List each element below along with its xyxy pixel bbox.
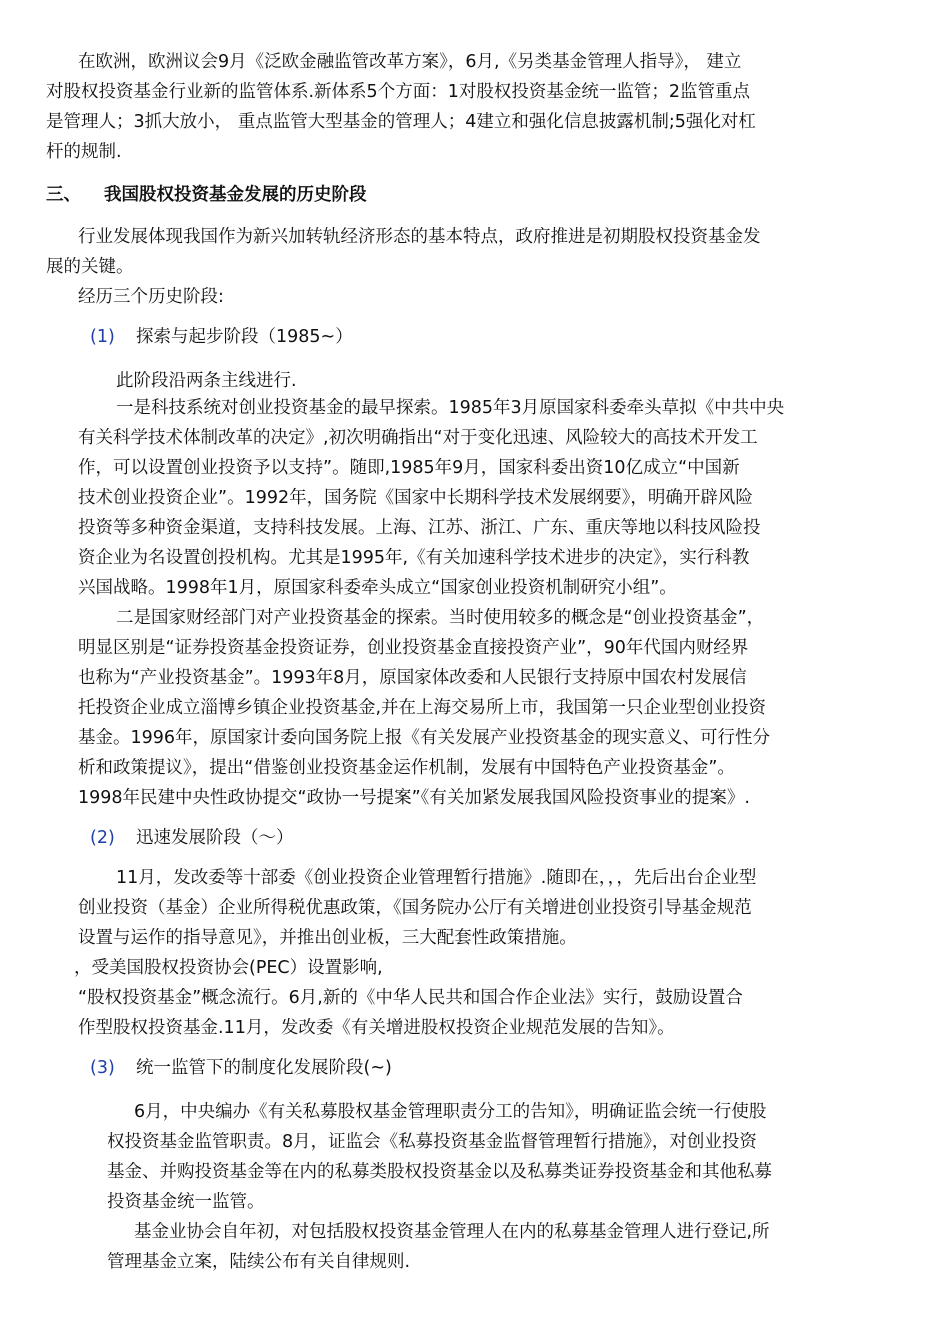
stage-3-number: (3) <box>90 1058 115 1078</box>
stage-1-line2-3: 也称为“产业投资基金”。1993年8月，原国家体改委和人民银行支持原中国农村发展信 <box>78 668 747 688</box>
stage-2-heading <box>90 823 294 853</box>
stage-1-line1-1: 一是科技系统对创业投资基金的最早探索。1985年3月原国家科委牵头草拟《中共中央 <box>116 398 785 418</box>
section-para-1-line-2: 展的关键。 <box>46 257 134 277</box>
stage-2-para1-3: 设置与运作的指导意见》，并推出创业板，三大配套性政策措施。 <box>78 928 577 948</box>
stage-3-para1-2: 权投资基金监管职责。8月，证监会《私募投资基金监督管理暂行措施》，对创业投资 <box>107 1132 757 1152</box>
section-para-1-line-1: 行业发展体现我国作为新兴加转轨经济形态的基本特点，政府推进是初期股权投资基金发 <box>78 227 761 247</box>
stage-2-title: 迅速发展阶段（～） <box>136 828 294 848</box>
stage-2-number: (2) <box>90 828 115 848</box>
intro-line-4: 杆的规制. <box>46 142 122 162</box>
stage-2-para2-2: “股权投资基金”概念流行。6月,新的《中华人民共和国合作企业法》实行，鼓励设置合 <box>78 988 743 1008</box>
stage-2-para2-1: ，受美国股权投资协会(PEC）设置影响, <box>74 958 383 978</box>
stage-3-para1-4: 投资基金统一监管。 <box>107 1192 265 1212</box>
section-title: 我国股权投资基金发展的历史阶段 <box>104 185 367 205</box>
stage-1-line1-2: 有关科学技术体制改革的决定》,初次明确指出“对于变化迅速、风险较大的高技术开发工 <box>78 428 758 448</box>
stage-1-line2-1: 二是国家财经部门对产业投资基金的探索。当时使用较多的概念是“创业投资基金”， <box>116 608 765 628</box>
stage-3-para2-2: 管理基金立案，陆续公布有关自律规则. <box>107 1252 411 1272</box>
stage-2-para2-3: 作型股权投资基金.11月，发改委《有关增进股权投资企业规范发展的告知》。 <box>78 1018 675 1038</box>
section-number: 三、 <box>46 185 81 205</box>
stage-1-line1-6: 资企业为名设置创投机构。尤其是1995年,《有关加速科学技术进步的决定》，实行科教 <box>78 548 750 568</box>
stage-1-line2-6: 析和政策提议》，提出“借鉴创业投资基金运作机制，发展有中国特色产业投资基金”。 <box>78 758 735 778</box>
section-para-2: 经历三个历史阶段: <box>78 287 224 307</box>
stage-3-heading <box>90 1053 392 1083</box>
stage-1-line1-4: 技术创业投资企业”。1992年，国务院《国家中长期科学技术发展纲要》，明确开辟风险 <box>78 488 753 508</box>
stage-1-line2-4: 托投资企业成立淄博乡镇企业投资基金,并在上海交易所上市，我国第一只企业型创业投资 <box>78 698 767 718</box>
stage-3-para1-1: 6月，中央编办《有关私募股权基金管理职责分工的告知》，明确证监会统一行使股 <box>134 1102 767 1122</box>
stage-1-line1-5: 投资等多种资金渠道，支持科技发展。上海、江苏、浙江、广东、重庆等地以科技风险投 <box>78 518 761 538</box>
stage-3-para1-3: 基金、并购投资基金等在内的私募类股权投资基金以及私募类证券投资基金和其他私募 <box>107 1162 772 1182</box>
stage-1-line2-5: 基金。1996年，原国家计委向国务院上报《有关发展产业投资基金的现实意义、可行性分 <box>78 728 771 748</box>
section-heading <box>46 180 367 210</box>
stage-1-line2-2: 明显区别是“证券投资基金投资证券，创业投资基金直接投资产业”，90年代国内财经界 <box>78 638 749 658</box>
stage-1-lead: 此阶段沿两条主线进行. <box>116 371 297 391</box>
intro-line-2: 对股权投资基金行业新的监管体系.新体系5个方面：1对股权投资基金统一监管；2监管重点 <box>46 82 750 102</box>
stage-2-para1-2: 创业投资（基金）企业所得税优惠政策，《国务院办公厅有关增进创业投资引导基金规范 <box>78 898 752 918</box>
intro-line-1: 在欧洲，欧洲议会9月《泛欧金融监管改革方案》，6月,《另类基金管理人指导》， 建立 <box>78 52 742 72</box>
intro-line-3: 是管理人；3抓大放小， 重点监管大型基金的管理人；4建立和强化信息披露机制;5强化对杠 <box>46 112 756 132</box>
stage-1-heading <box>90 322 353 352</box>
stage-1-line1-7: 兴国战略。1998年1月，原国家科委牵头成立“国家创业投资机制研究小组”。 <box>78 578 677 598</box>
stage-1-line1-3: 作，可以设置创业投资予以支持”。随即,1985年9月，国家科委出资10亿成立“中国新 <box>78 458 740 478</box>
stage-1-number: (1) <box>90 327 115 347</box>
stage-1-title: 探索与起步阶段（1985~） <box>136 327 353 347</box>
stage-1-line2-7: 1998年民建中央性政协提交“政协一号提案”《有关加紧发展我国风险投资事业的提案》. <box>78 788 750 808</box>
stage-3-title: 统一监管下的制度化发展阶段(~) <box>136 1058 392 1078</box>
stage-3-para2-1: 基金业协会自年初，对包括股权投资基金管理人在内的私募基金管理人进行登记,所 <box>134 1222 770 1242</box>
stage-2-para1-1: 11月，发改委等十部委《创业投资企业管理暂行措施》.随即在，，，先后出台企业型 <box>116 868 757 888</box>
